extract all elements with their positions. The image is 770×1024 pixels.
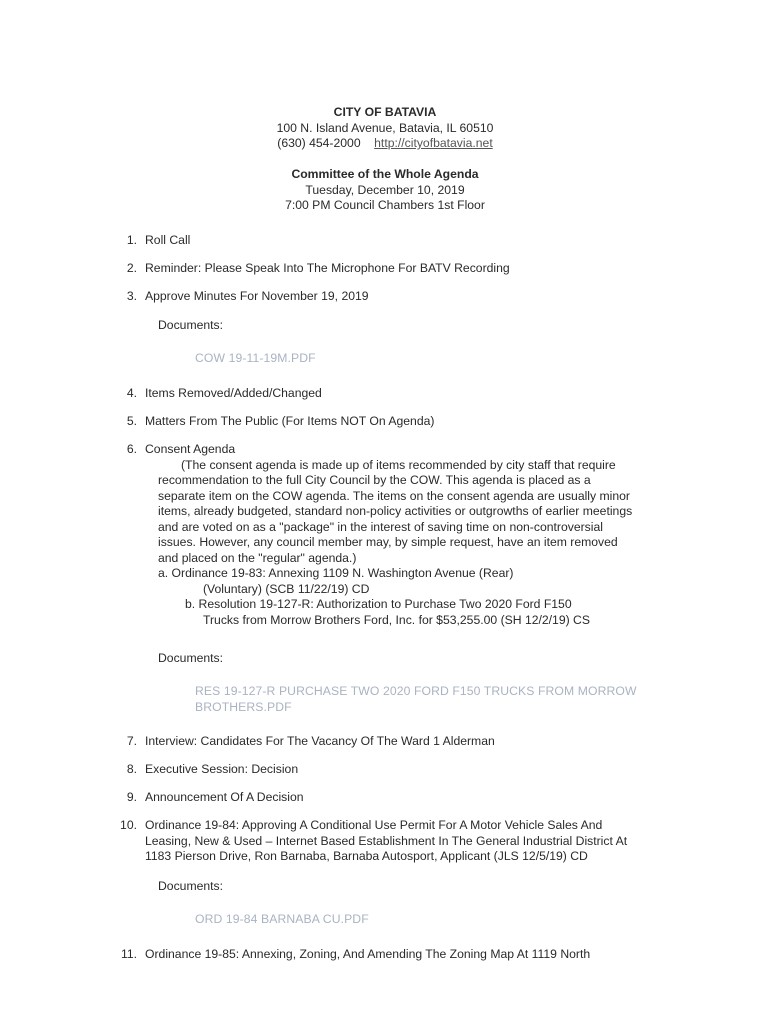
documents-label: Documents: bbox=[158, 879, 224, 893]
item-text-line: Leasing, New & Used – Internet Based Establishment In The General Industrial District At bbox=[145, 834, 628, 848]
item-number: 6. bbox=[126, 442, 137, 456]
document-link-line[interactable]: BROTHERS.PDF bbox=[195, 700, 292, 714]
item-number: 2. bbox=[126, 261, 137, 275]
org-name: CITY OF BATAVIA bbox=[333, 105, 437, 119]
phone: (630) 454-2000 bbox=[277, 136, 361, 150]
document-link-line[interactable]: RES 19-127-R PURCHASE TWO 2020 FORD F150 TRUCKS FROM MORROW bbox=[195, 684, 637, 698]
item-text: Matters From The Public (For Items NOT On Agenda) bbox=[145, 414, 435, 428]
item-text-line: 1183 Pierson Drive, Ron Barnaba, Barnaba Autosport, Applicant (JLS 12/5/19) CD bbox=[145, 849, 588, 863]
document-link[interactable]: COW 19-11-19M.PDF bbox=[195, 351, 316, 365]
item-number: 9. bbox=[126, 790, 137, 804]
sub-item-line: b. Resolution 19-127-R: Authorization to Purchase Two 2020 Ford F150 bbox=[185, 597, 572, 611]
item-number: 7. bbox=[126, 734, 137, 748]
item-text: Roll Call bbox=[145, 233, 191, 247]
item-text: Consent Agenda bbox=[145, 442, 236, 456]
contact-line bbox=[0, 136, 770, 151]
meeting-title: Committee of the Whole Agenda bbox=[291, 167, 479, 181]
description-line: items, already budgeted, standard non-policy activities or outgrowths of earlier meetings bbox=[158, 504, 633, 518]
description-line: and are voted on as a "package" in the interest of saving time on non-controversial bbox=[158, 520, 603, 534]
description-line: (The consent agenda is made up of items recommended by city staff that require bbox=[181, 458, 616, 472]
item-number: 4. bbox=[126, 386, 137, 400]
item-text: Interview: Candidates For The Vacancy Of The Ward 1 Alderman bbox=[145, 734, 495, 748]
description-line: and placed on the "regular" agenda.) bbox=[158, 551, 357, 565]
meeting-time-place: 7:00 PM Council Chambers 1st Floor bbox=[285, 198, 485, 212]
description-line: recommendation to the full City Council by the COW. This agenda is placed as a bbox=[158, 473, 591, 487]
item-text: Approve Minutes For November 19, 2019 bbox=[145, 289, 369, 303]
item-number: 3. bbox=[126, 289, 137, 303]
item-text: Executive Session: Decision bbox=[145, 762, 299, 776]
description-line: issues. However, any council member may, by simple request, have an item removed bbox=[158, 535, 618, 549]
website-link[interactable]: http://cityofbatavia.net bbox=[374, 136, 493, 150]
sub-item-line: (Voluntary) (SCB 11/22/19) CD bbox=[203, 582, 370, 596]
item-text: Ordinance 19-85: Annexing, Zoning, And Amending The Zoning Map At 1119 North bbox=[145, 947, 591, 961]
document-link[interactable]: ORD 19-84 BARNABA CU.PDF bbox=[195, 912, 369, 926]
item-text-line: Ordinance 19-84: Approving A Conditional Use Permit For A Motor Vehicle Sales And bbox=[145, 818, 603, 832]
documents-label: Documents: bbox=[158, 651, 224, 665]
item-number: 5. bbox=[126, 414, 137, 428]
item-number: 8. bbox=[126, 762, 137, 776]
item-text: Announcement Of A Decision bbox=[145, 790, 304, 804]
item-number: 1. bbox=[126, 233, 137, 247]
description-line: separate item on the COW agenda. The items on the consent agenda are usually minor bbox=[158, 489, 630, 503]
sub-item-line: a. Ordinance 19-83: Annexing 1109 N. Washington Avenue (Rear) bbox=[158, 566, 514, 580]
sub-item-line: Trucks from Morrow Brothers Ford, Inc. for $53,255.00 (SH 12/2/19) CS bbox=[203, 613, 590, 627]
address: 100 N. Island Avenue, Batavia, IL 60510 bbox=[276, 121, 494, 135]
documents-label: Documents: bbox=[158, 318, 224, 332]
item-number: 10. bbox=[120, 818, 137, 832]
meeting-date: Tuesday, December 10, 2019 bbox=[305, 183, 465, 197]
item-number: 11. bbox=[120, 947, 137, 961]
item-text: Items Removed/Added/Changed bbox=[145, 386, 322, 400]
item-text: Reminder: Please Speak Into The Microphone For BATV Recording bbox=[145, 261, 510, 275]
